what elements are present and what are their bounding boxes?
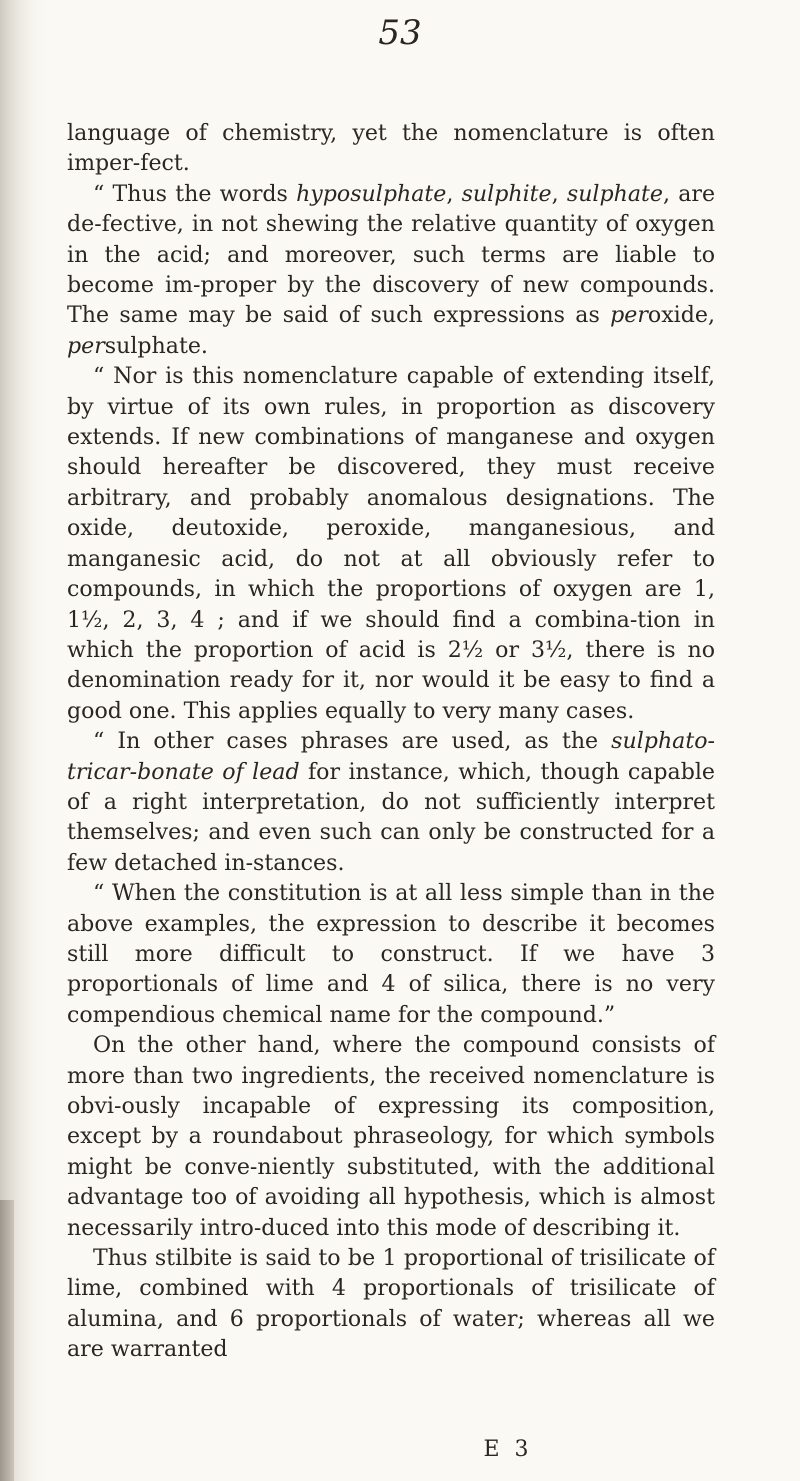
paragraph <box>67 1030 715 1243</box>
text-run: On the other hand, where the compound consists of more than two ingredients, the received nomenclature is obvi-ously incapable of expressing its composition, except by a roundabout phraseology, for which symbols might be conve-niently substituted, with the additional advantage too of avoiding all hypothesis, which is almost necessarily intro-duced into this mode of describing it. <box>67 1032 715 1241</box>
text-run: “ Nor is this nomenclature capable of extending itself, by virtue of its own rules, in proportion as discovery extends. If new combinations of manganese and oxygen should hereafter be discovered, they must receive arbitrary, and probably anomalous designations. The oxide, deutoxide, peroxide, manganesious, and manganesic acid, do not at all obviously refer to compounds, in which the proportions of oxygen are 1, 1½, 2, 3, 4 ; and if we should find a combina-tion in which the proportion of acid is 2½ or 3½, there is no denomination ready for it, nor would it be easy to find a good one. This applies equally to very many cases. <box>67 363 715 724</box>
body-text <box>67 118 715 1365</box>
text-run: oxide, <box>647 302 715 329</box>
text-run: “ In other cases phrases are used, as the <box>93 728 612 755</box>
text-run: for instance, which, though capable of a right interpretation, do not sufficiently interpret themselves; and even such can only be constructed for a few detached in-stances. <box>67 758 716 876</box>
text-run: , are de-fective, in not shewing the relative quantity of oxygen in the acid; and moreover, such terms are liable to become im-proper by the discovery of new compounds. The same may be said of such expressions as <box>67 180 716 329</box>
italic-term: per <box>67 332 105 359</box>
paragraph <box>67 118 715 179</box>
paragraph <box>67 726 715 878</box>
italic-term: sulphite <box>461 180 552 207</box>
page-number: 53 <box>378 13 422 53</box>
text-run: “ When the constitution is at all less simple than in the above examples, the expression to describe it becomes still more difficult to construct. If we have 3 proportionals of lime and 4 of silica, there is no very compendious chemical name for the compound.” <box>67 880 715 1028</box>
italic-term: per <box>610 302 648 329</box>
paragraph <box>67 1243 715 1365</box>
text-run: sulphate. <box>104 332 208 359</box>
text-run: “ Thus the words <box>93 180 297 207</box>
paragraph <box>67 179 715 361</box>
italic-term: sulphato-tricar-bonate of lead <box>67 728 715 785</box>
text-run: , <box>551 180 567 207</box>
paragraph <box>67 878 715 1030</box>
paragraph <box>67 361 715 726</box>
italic-term: sulphate <box>566 180 663 207</box>
text-run: Thus stilbite is said to be 1 proportional of trisilicate of lime, combined with 4 proportionals of trisilicate of alumina, and 6 proportionals of water; whereas all we are warranted <box>67 1245 715 1363</box>
italic-term: hyposulphate <box>296 180 447 207</box>
signature-text: E 3 <box>483 1437 533 1462</box>
text-run: language of chemistry, yet the nomenclature is often imper-fect. <box>67 120 715 177</box>
text-run: , <box>446 180 462 207</box>
signature-mark <box>0 1435 800 1465</box>
